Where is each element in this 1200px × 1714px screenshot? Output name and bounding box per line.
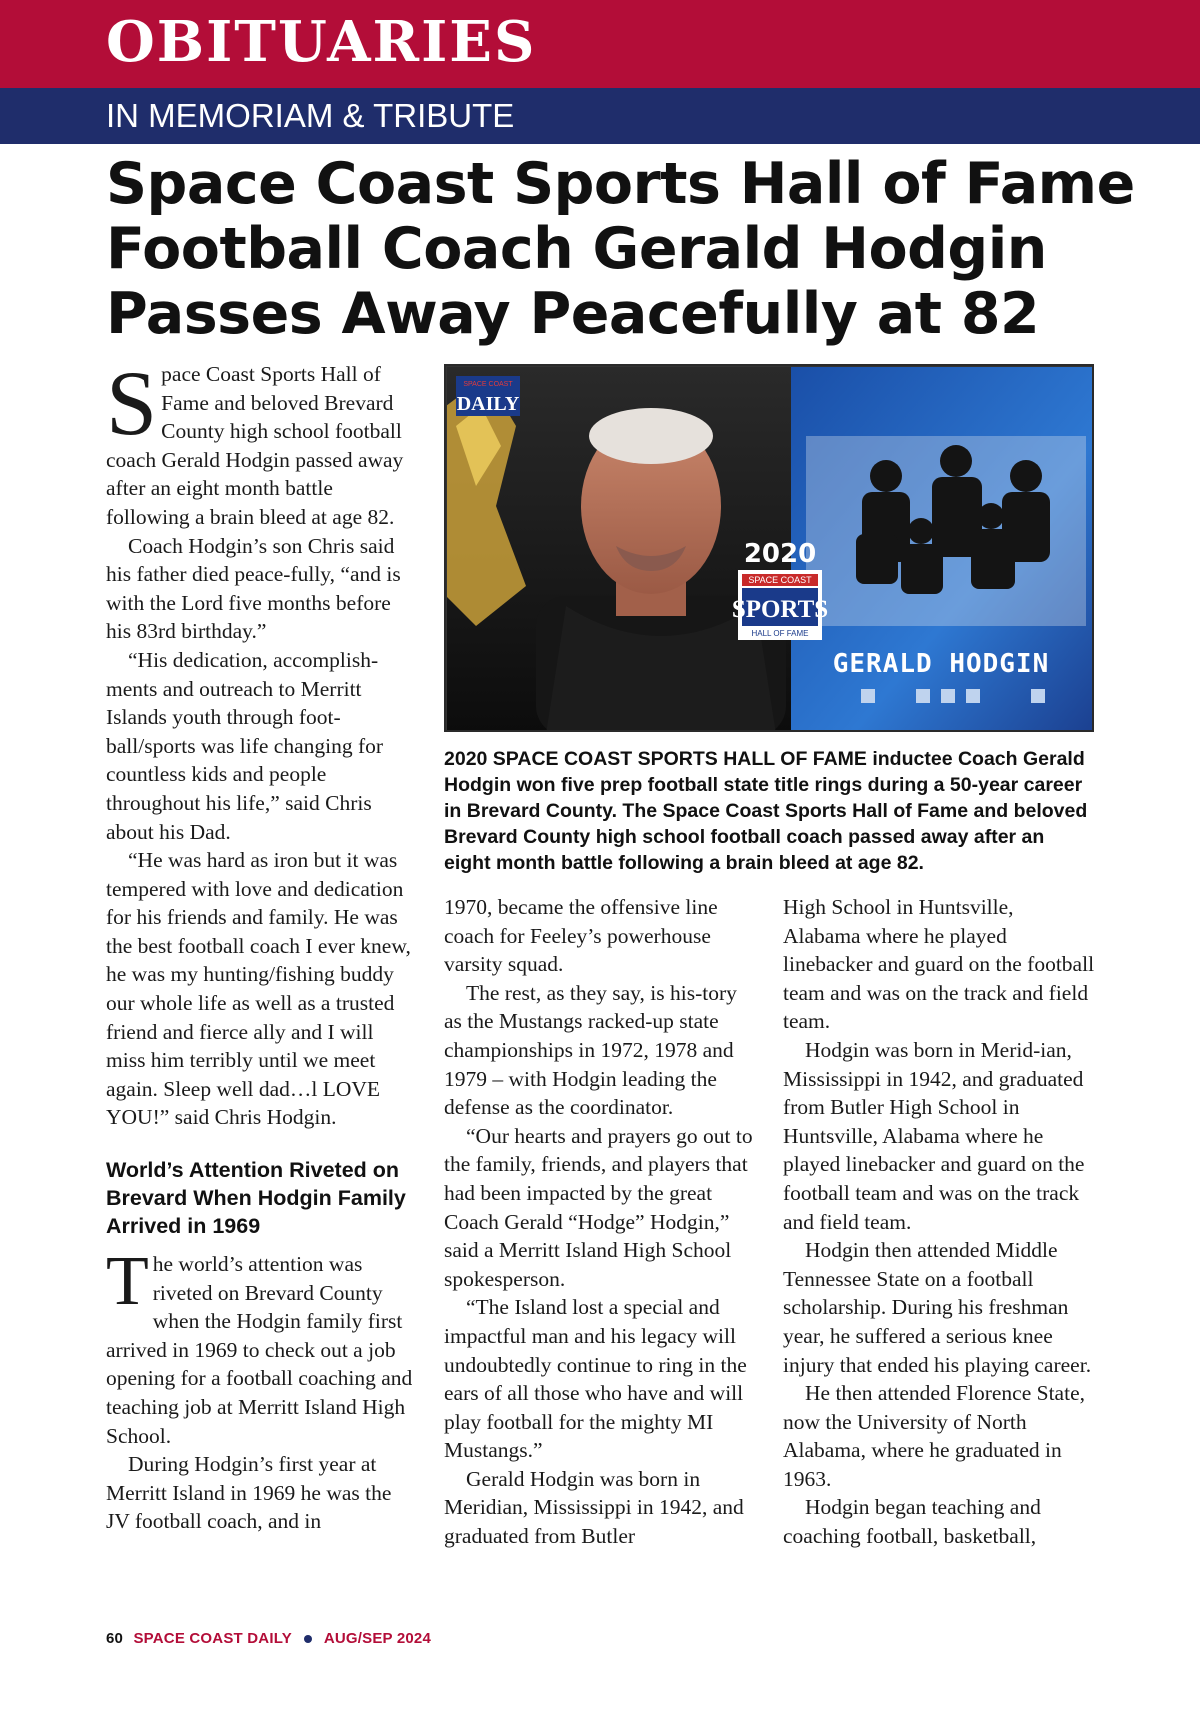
paragraph: Space Coast Sports Hall of Fame and beloved Brevard County high school football coach Gerald Hodgin passed away after an eight month battle following a brain bleed at age 82. — [106, 352, 404, 529]
paragraph: Hodgin then attended Middle Tennessee State on a football scholarship. During his freshman year, he suffered a serious knee injury that ended his playing career. — [783, 1238, 1092, 1377]
section-subheading: World’s Attention Riveted on Brevard When Hodgin Family Arrived in 1969 — [106, 1158, 406, 1239]
paragraph: “His dedication, accomplish-ments and outreach to Merritt Islands youth through foot-ball/sports was life changing for countless kids and people throughout his life,” said Chris about his Dad. — [106, 647, 384, 844]
photo-logo-word: DAILY — [456, 393, 520, 415]
paragraph: The rest, as they say, is his-tory as the Mustangs racked-up state championships in 1972, 1978 and 1979 – with Hodgin leading the defense as the coordinator. — [444, 980, 737, 1120]
photo-badge-word: SPORTS — [731, 596, 829, 623]
photo-logo-top: SPACE COAST — [463, 381, 513, 388]
publication-name: SPACE COAST DAILY — [133, 1630, 292, 1647]
photo-badge-top: SPACE COAST — [748, 575, 812, 585]
paragraph: “The Island lost a special and impactful man and his legacy will undoubtedly continue to ring in the ears of all those who have and will play football for the mighty MI Mustangs.” — [444, 1295, 747, 1463]
headline-line-1: Space Coast Sports Hall of Fame — [106, 151, 1135, 217]
headline-line-3: Passes Away Peacefully at 82 — [106, 281, 1040, 347]
article-headline — [106, 151, 1135, 347]
paragraph: “He was hard as iron but it was tempered with love and dedication for his friends and family. He was the best football coach I ever knew, he was my hunting/fishing buddy our whole life as well as a trusted friend and fierce ally and I will miss him terribly until we meet again. Sleep well dad…l LOVE YOU!” said Chris Hodgin. — [106, 848, 411, 1130]
paragraph: Coach Hodgin’s son Chris said his father died peace-fully, “and is with the Lord five months before his 83rd birthday.” — [106, 533, 401, 644]
section-subbanner — [0, 88, 1200, 144]
drop-cap: T — [106, 1243, 149, 1321]
article-column-3 — [783, 893, 1095, 1551]
page-number: 60 — [106, 1630, 124, 1647]
paragraph: He then attended Florence State, now the University of North Alabama, where he graduated in 1963. — [783, 1381, 1085, 1491]
section-subtitle: IN MEMORIAM & TRIBUTE — [106, 97, 515, 134]
paragraph: Hodgin began teaching and coaching football, basketball, — [783, 1495, 1041, 1549]
paragraph: “Our hearts and prayers go out to the family, friends, and players that had been impacted by the great Coach Gerald “Hodge” Hodgin,” said a Merritt Island High School spokesperson. — [444, 1123, 753, 1291]
photo-year: 2020 — [743, 539, 817, 569]
section-kicker: OBITUARIES — [106, 9, 537, 75]
article-column-2 — [444, 893, 756, 1551]
photo-nameplate: GERALD HODGIN — [832, 649, 1050, 679]
page-footer — [106, 1630, 431, 1647]
paragraph: The world’s attention was riveted on Brevard County when the Hodgin family first arrived in 1969 to check out a job opening for a football coaching and teaching job at Merritt Island High School. — [106, 1243, 413, 1448]
section-banner — [0, 0, 1200, 88]
paragraph: High School in Huntsville, Alabama where he played linebacker and guard on the football team and was on the track and field team. — [783, 895, 1095, 1034]
drop-cap: S — [106, 352, 158, 454]
photo-illustration — [446, 366, 1094, 732]
photo-badge-bottom: HALL OF FAME — [751, 629, 809, 638]
paragraph: Gerald Hodgin was born in Meridian, Mississippi in 1942, and graduated from Butler — [444, 1466, 744, 1549]
paragraph: 1970, became the offensive line coach for Feeley’s powerhouse varsity squad. — [444, 895, 718, 977]
article-photo — [444, 364, 1094, 732]
paragraph: During Hodgin’s first year at Merritt Island in 1969 he was the JV football coach, and in — [106, 1452, 392, 1534]
bullet-dot-icon — [304, 1635, 312, 1643]
photo-caption: 2020 SPACE COAST SPORTS HALL OF FAME inductee Coach Gerald Hodgin won five prep football state title rings during a 50-year career in Brevard County. The Space Coast Sports Hall of Fame and beloved Brevard County high school football coach passed away after an eight month battle following a brain bleed at age 82. — [444, 748, 1088, 874]
article-column-1 — [106, 352, 418, 1536]
paragraph: Hodgin was born in Merid-ian, Mississippi in 1942, and graduated from Butler High School in Huntsville, Alabama where he played linebacker and guard on the football team and was on the track and field team. — [783, 1037, 1085, 1234]
issue-date: AUG/SEP 2024 — [323, 1630, 431, 1647]
headline-line-2: Football Coach Gerald Hodgin — [106, 216, 1047, 282]
